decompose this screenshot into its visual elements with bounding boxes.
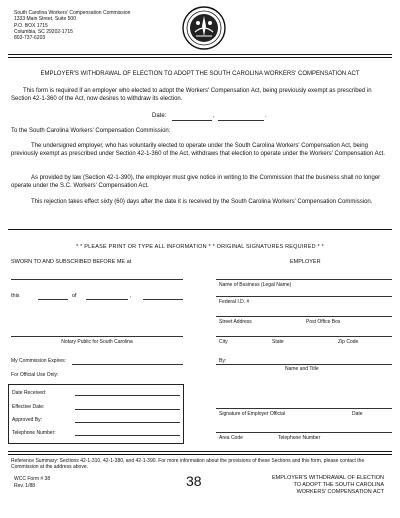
business-name-label: Name of Business (Legal Name)	[219, 282, 292, 288]
zip-label: Zip Code	[338, 339, 359, 345]
signature-date-label: Date	[352, 411, 363, 417]
effective-date-label: Effective Date:	[12, 404, 45, 410]
street-address-label: Street Address	[219, 319, 252, 325]
approved-by-line[interactable]	[75, 422, 180, 423]
commission-expires-label: My Commission Expires:	[11, 358, 67, 364]
instructions: * * PLEASE PRINT OR TYPE ALL INFORMATION * * ORIGINAL SIGNATURES REQUIRED * *	[76, 244, 324, 250]
city-label: City	[219, 339, 228, 345]
commission-expires-line[interactable]	[72, 364, 183, 365]
date-comma: ,	[213, 113, 215, 119]
agency-po-box: P.O. BOX 1715	[14, 22, 48, 29]
federal-id-line[interactable]	[216, 296, 392, 297]
form-big-number: 38	[186, 473, 202, 489]
state-label: State	[272, 339, 284, 345]
date-period: .	[265, 113, 267, 119]
revision: Rev. 1/88	[14, 483, 36, 489]
area-code-label: Area Code	[219, 435, 243, 441]
year-field-line[interactable]	[143, 299, 183, 300]
date-received-label: Date Received:	[12, 390, 47, 396]
business-name-line[interactable]	[216, 279, 392, 280]
date-field-line-2[interactable]	[218, 120, 264, 121]
date-field-line-1[interactable]	[172, 120, 212, 121]
bottom-rule-thin	[8, 454, 392, 455]
this-label: this	[11, 293, 20, 299]
footer-title-line-2: TO ADOPT THE SOUTH CAROLINA	[293, 482, 384, 489]
paragraph-effective: This rejection takes effect sixty (60) days after the date it is received by the South Carolina Workers' Compensation Commission.	[31, 199, 373, 205]
footer-title-line-1: EMPLOYER'S WITHDRAWAL OF ELECTION	[272, 475, 384, 481]
date-received-line[interactable]	[75, 395, 180, 396]
form-number: WCC Form # 38	[14, 476, 51, 482]
notary-label: Notary Public for South Carolina	[61, 339, 133, 345]
agency-name: South Carolina Workers' Compensation Commission	[14, 10, 131, 16]
agency-city: Columbia, SC 29202-1715	[14, 28, 73, 35]
po-box-label: Post Office Box	[306, 319, 341, 325]
form-title: EMPLOYER'S WITHDRAWAL OF ELECTION TO ADOPT THE SOUTH CAROLINA WORKERS' COMPENSATION ACT	[40, 71, 360, 77]
day-field-line[interactable]	[38, 299, 68, 300]
name-title-label: Name and Title	[285, 366, 319, 372]
sworn-label: SWORN TO AND SUBSCRIBED BEFORE ME at	[11, 259, 132, 265]
salutation: To the South Carolina Workers' Compensation Commission:	[11, 128, 171, 134]
city-state-zip-line[interactable]	[216, 336, 392, 337]
employer-heading: EMPLOYER	[290, 259, 321, 265]
header-rule-thick	[8, 54, 392, 55]
date-label: Date:	[152, 113, 167, 119]
notary-signature-line[interactable]	[11, 336, 183, 337]
approved-by-label: Approved By:	[12, 417, 43, 423]
paragraph-notice: As provided by law (Section 42-1-390), the employer must give notice in writing to the Commission that the business shall no longer operate under the S.C. Workers' Compensation Act.	[11, 175, 381, 189]
sworn-location-line[interactable]	[11, 279, 183, 280]
state-seal-icon	[182, 6, 226, 50]
agency-phone: 803-737-6203	[14, 35, 46, 41]
official-telephone-label: Telephone Number:	[12, 430, 56, 436]
official-telephone-line[interactable]	[75, 435, 180, 436]
month-field-line[interactable]	[86, 299, 128, 300]
signature-label: Signature of Employer Official	[219, 411, 286, 417]
header-rule-thin	[8, 57, 392, 58]
bottom-rule-thick	[8, 451, 392, 452]
paragraph-withdrawal: The undersigned employer, who has voluntarily elected to operate under the South Carolina Workers' Compensation Act, being previously exempt as prescribed under Section 42-1-360 of the Act, withdraws that election to operate under the Workers' Compensation Act.	[11, 143, 385, 157]
by-label: By:	[219, 358, 227, 364]
telephone-label: Telephone Number	[278, 435, 321, 441]
signature-line[interactable]	[216, 408, 392, 409]
year-comma: ,	[130, 293, 132, 299]
by-line[interactable]	[216, 364, 392, 365]
reference-summary: Reference Summary: Sections 42-1-310, 42-1-380, and 42-1-390. For more information about the provisions of these Sections and this form, please contact the Commission at the address above.	[11, 458, 365, 471]
agency-street: 1333 Main Street, Suite 500	[14, 16, 76, 23]
street-address-line[interactable]	[216, 316, 392, 317]
footer-title-line-3: WORKERS' COMPENSATION ACT	[296, 489, 384, 496]
effective-date-line[interactable]	[75, 409, 180, 410]
federal-id-label: Federal I.D. #	[219, 299, 250, 305]
official-use-label: For Official Use Only:	[11, 372, 59, 378]
agency-address	[14, 10, 130, 41]
intro-paragraph: This form is required if an employer who elected to adopt the Workers' Compensation Act, being previously exempt as prescribed in Section 42-1-360 of the Act, now desires to withdraw its election.	[11, 88, 372, 102]
telephone-line[interactable]	[216, 432, 392, 433]
of-label: of	[72, 293, 77, 299]
footer-title	[232, 475, 384, 496]
mid-rule-thick	[8, 229, 392, 230]
